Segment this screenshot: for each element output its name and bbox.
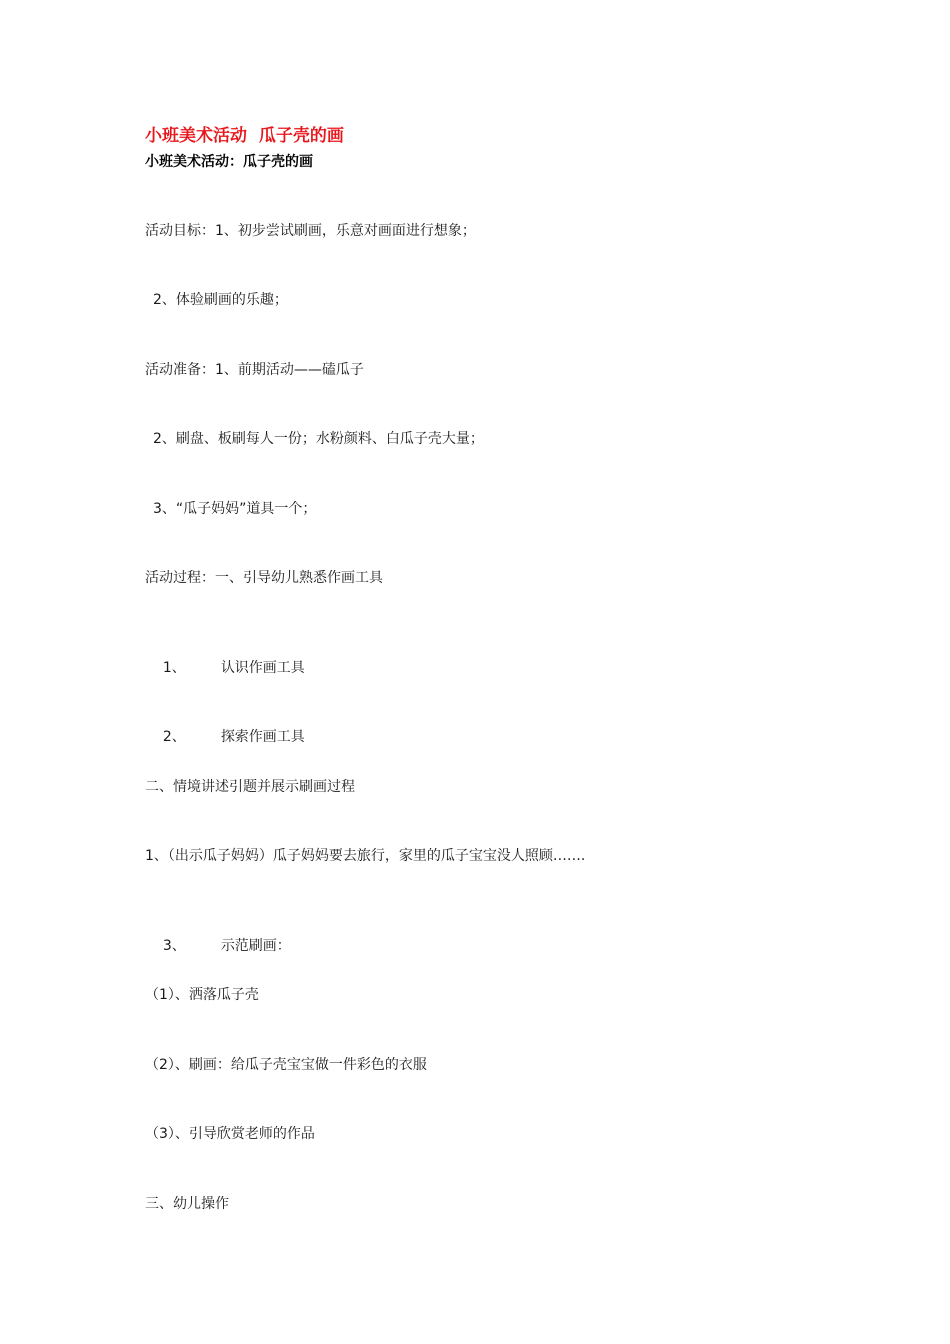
- section-heading-3: 三、幼儿操作: [145, 1196, 229, 1212]
- list-item-number: 1、: [162, 660, 186, 676]
- sub-step-1: （1）、洒落瓜子壳: [145, 987, 259, 1003]
- prep-line-2: 2、刷盘、板刷每人一份；水粉颜料、白瓜子壳大量；: [153, 431, 484, 447]
- list-item: [145, 638, 305, 698]
- list-item-text: 探索作画工具: [220, 729, 305, 745]
- document-subtitle: 小班美术活动：瓜子壳的画: [145, 154, 313, 170]
- goal-line-1: 活动目标：1、初步尝试刷画，乐意对画面进行想象；: [145, 223, 476, 239]
- goal-line-2: 2、体验刷画的乐趣；: [153, 292, 288, 308]
- sub-step-3: （3）、引导欣赏老师的作品: [145, 1126, 315, 1142]
- list-item: [145, 916, 291, 976]
- list-item-text: 示范刷画：: [220, 938, 291, 954]
- section-heading-2: 二、情境讲述引题并展示刷画过程: [145, 779, 355, 795]
- list-item-number: 3、: [162, 938, 186, 954]
- document-title: 小班美术活动 瓜子壳的画: [145, 126, 344, 146]
- prep-line-1: 活动准备：1、前期活动——磕瓜子: [145, 362, 364, 378]
- list-item: [145, 707, 305, 767]
- process-line-1: 活动过程：一、引导幼儿熟悉作画工具: [145, 570, 383, 586]
- story-line-1: 1、（出示瓜子妈妈）瓜子妈妈要去旅行，家里的瓜子宝宝没人照顾…….: [145, 848, 586, 864]
- list-item-text: 认识作画工具: [220, 660, 305, 676]
- sub-step-2: （2）、刷画：给瓜子壳宝宝做一件彩色的衣服: [145, 1057, 427, 1073]
- list-item-number: 2、: [162, 729, 186, 745]
- prep-line-3: 3、“瓜子妈妈”道具一个；: [153, 501, 317, 517]
